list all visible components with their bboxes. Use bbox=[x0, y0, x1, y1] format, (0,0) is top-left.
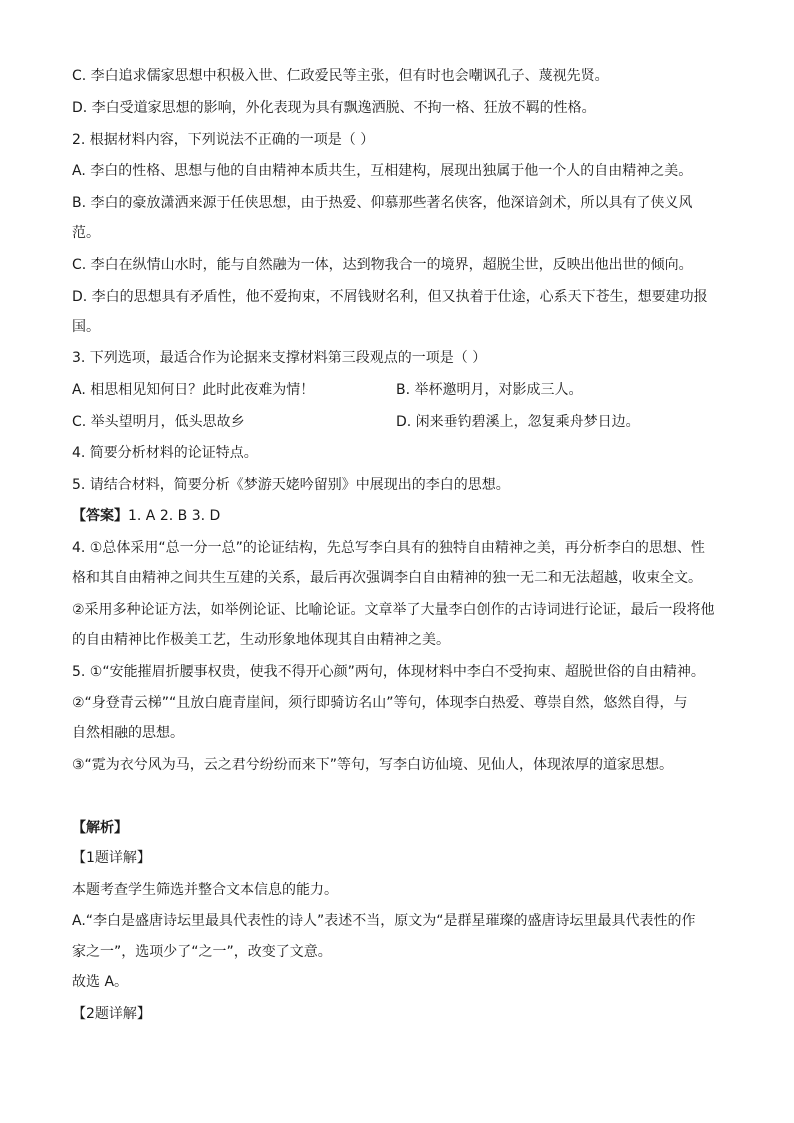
answer4-line1: 4. ①总体采用“总一分一总”的论证结构，先总写李白具有的独特自由精神之美，再分析李白的思想、性 bbox=[72, 540, 705, 556]
detail1-line1: 本题考查学生筛选并整合文本信息的能力。 bbox=[72, 882, 338, 898]
answer5-line1: 5. ①“安能摧眉折腰事权贵，使我不得开心颜”两句，体现材料中李白不受拘束、超脱世俗的自由精神。 bbox=[72, 664, 705, 680]
detail1-line3: 家之一”，选项少了“之一”，改变了文意。 bbox=[72, 944, 332, 960]
q3-option-b: B. 举杯邀明月，对影成三人。 bbox=[396, 382, 583, 398]
answer5-line4: ③“霓为衣兮风为马，云之君兮纷纷而来下”等句，写李白访仙境、见仙人，体现浓厚的道家思想。 bbox=[72, 757, 674, 773]
q2-option-c: C. 李白在纵情山水时，能与自然融为一体，达到物我合一的境界，超脱尘世，反映出他出世的倾向。 bbox=[72, 257, 693, 273]
q3-option-d: D. 闲来垂钓碧溪上，忽复乘舟梦日边。 bbox=[396, 414, 640, 430]
answer-line bbox=[72, 506, 220, 526]
q1-option-d: D. 李白受道家思想的影响，外化表现为具有飘逸洒脱、不拘一格、狂放不羁的性格。 bbox=[72, 100, 596, 116]
q5-stem: 5. 请结合材料，简要分析《梦游天姥吟留别》中展现出的李白的思想。 bbox=[72, 477, 510, 493]
answer5-line2: ②“身登青云梯”“且放白鹿青崖间，须行即骑访名山”等句，体现李白热爱、尊崇自然，悠然自得，与 bbox=[72, 695, 688, 711]
q2-option-a: A. 李白的性格、思想与他的自由精神本质共生，互相建构，展现出独属于他一个人的自由精神之美。 bbox=[72, 163, 693, 179]
q2-option-b-line2: 范。 bbox=[72, 225, 100, 241]
detail1-title: 【1题详解】 bbox=[72, 850, 151, 866]
answer5-line3: 自然相融的思想。 bbox=[72, 725, 184, 741]
q3-stem: 3. 下列选项，最适合作为论据来支撑材料第三段观点的一项是（ ） bbox=[72, 350, 487, 366]
q2-option-b-line1: B. 李白的豪放潇洒来源于任侠思想，由于热爱、仰慕那些著名侠客，他深谙剑术，所以具有了侠义风 bbox=[72, 195, 693, 211]
answer4-line4: 的自由精神比作极美工艺，生动形象地体现其自由精神之美。 bbox=[72, 632, 450, 648]
detail1-line2: A.“李白是盛唐诗坛里最具代表性的诗人”表述不当，原文为“是群星璀璨的盛唐诗坛里最具代表性的作 bbox=[72, 913, 696, 929]
q3-option-c: C. 举头望明月，低头思故乡 bbox=[72, 414, 245, 430]
q1-option-c: C. 李白追求儒家思想中积极入世、仁政爱民等主张，但有时也会嘲讽孔子、蔑视先贤。 bbox=[72, 68, 609, 84]
answer4-line3: ②采用多种论证方法，如举例论证、比喻论证。文章举了大量李白创作的古诗词进行论证，最后一段将他 bbox=[72, 602, 715, 618]
answer4-line2: 格和其自由精神之间共生互建的关系，最后再次强调李白自由精神的独一无二和无法超越，收束全文。 bbox=[72, 570, 702, 586]
analysis-label: 【解析】 bbox=[72, 820, 128, 836]
q3-option-a: A. 相思相见知何日？此时此夜难为情！ bbox=[72, 382, 315, 398]
q2-option-d-line1: D. 李白的思想具有矛盾性，他不爱拘束，不屑钱财名利，但又执着于仕途，心系天下苍生，想要建功报 bbox=[72, 289, 708, 305]
q4-stem: 4. 简要分析材料的论证特点。 bbox=[72, 445, 258, 461]
detail2-title: 【2题详解】 bbox=[72, 1006, 151, 1022]
answer-choices: 1. A 2. B 3. D bbox=[128, 508, 221, 524]
q2-stem: 2. 根据材料内容，下列说法不正确的一项是（ ） bbox=[72, 132, 375, 148]
detail1-line4: 故选 A。 bbox=[72, 974, 129, 990]
answer-label: 【答案】 bbox=[72, 508, 128, 524]
q2-option-d-line2: 国。 bbox=[72, 319, 100, 335]
